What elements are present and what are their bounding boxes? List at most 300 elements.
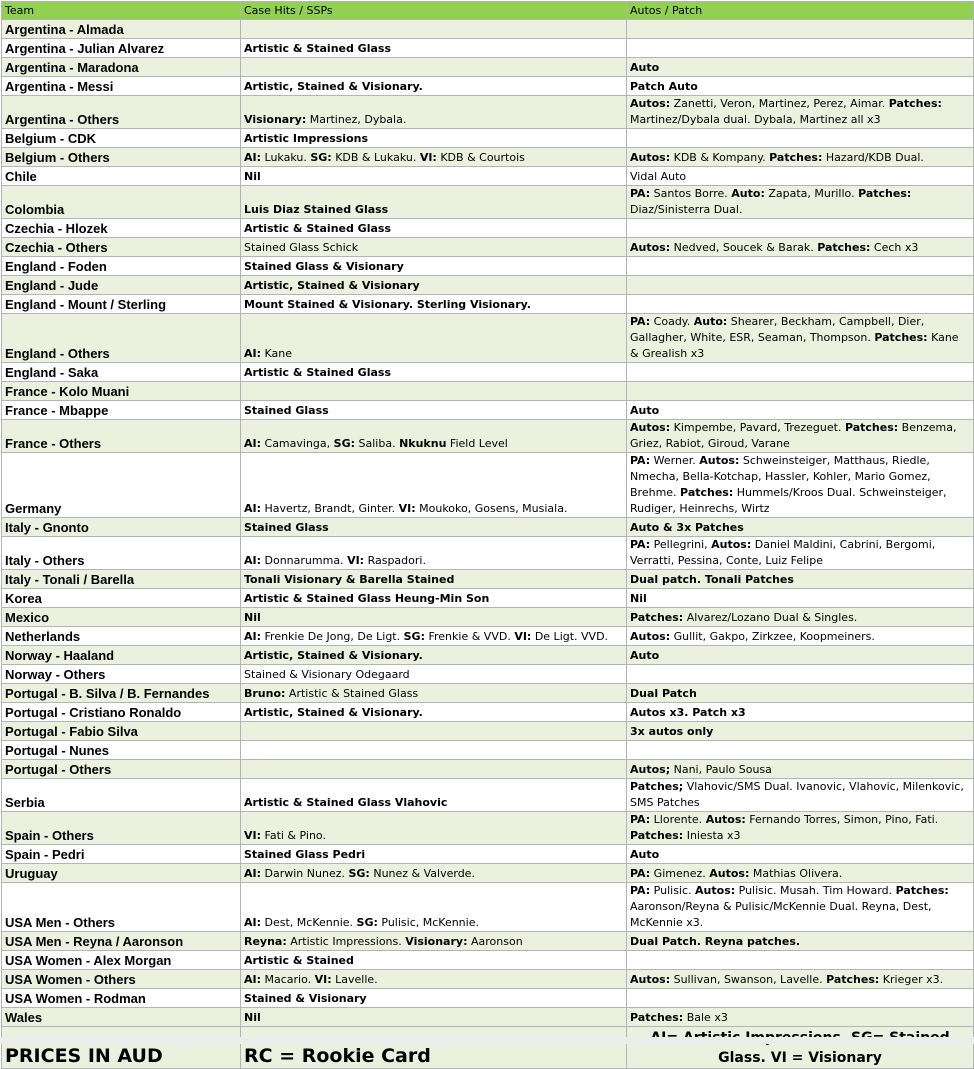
autos-patch-cell[interactable] (627, 741, 974, 760)
autos-patch-cell[interactable] (627, 760, 974, 779)
autos-patch-cell[interactable] (627, 589, 974, 608)
autos-patch-cell[interactable] (627, 779, 974, 812)
case-hits-cell[interactable] (241, 453, 627, 518)
autos-patch-cell[interactable] (627, 703, 974, 722)
autos-patch-cell[interactable] (627, 96, 974, 129)
autos-patch-cell[interactable] (627, 219, 974, 238)
cell-label: Autos: (699, 454, 740, 467)
team-cell[interactable]: France - Others (2, 420, 241, 453)
team-cell[interactable]: Portugal - B. Silva / B. Fernandes (2, 684, 241, 703)
cell-label: Nkuknu (399, 437, 447, 450)
team-cell[interactable]: Argentina - Others (2, 96, 241, 129)
spreadsheet-table (1, 1, 974, 1069)
team-cell[interactable]: Serbia (2, 779, 241, 812)
case-hits-cell[interactable] (241, 20, 627, 39)
case-hits-cell[interactable] (241, 314, 627, 363)
autos-patch-cell[interactable] (627, 39, 974, 58)
table-row (2, 864, 974, 883)
cell-label: AI: (244, 437, 262, 450)
team-cell[interactable]: USA Women - Alex Morgan (2, 951, 241, 970)
cell-label: PA: (630, 538, 651, 551)
cell-label: 3x autos only (630, 725, 714, 738)
header-case-hits[interactable]: Case Hits / SSPs (241, 2, 627, 20)
table-row (2, 684, 974, 703)
team-cell[interactable]: Czechia - Hlozek (2, 219, 241, 238)
table-row (2, 20, 974, 39)
case-hits-cell[interactable] (241, 186, 627, 219)
table-row (2, 779, 974, 812)
team-cell[interactable]: England - Saka (2, 363, 241, 382)
cell-text: Raspadori. (364, 554, 426, 567)
table-row (2, 537, 974, 570)
team-cell[interactable]: Argentina - Messi (2, 77, 241, 96)
team-cell[interactable]: England - Others (2, 314, 241, 363)
team-cell[interactable]: France - Kolo Muani (2, 382, 241, 401)
cell-label: PA: (630, 187, 651, 200)
case-hits-cell[interactable] (241, 665, 627, 684)
footer-row (2, 1027, 974, 1069)
cell-text: Artistic Impressions. (286, 935, 406, 948)
autos-patch-cell[interactable] (627, 167, 974, 186)
case-hits-cell[interactable] (241, 970, 627, 989)
autos-patch-cell[interactable] (627, 970, 974, 989)
cell-text: Vlahovic/SMS Dual. Ivanovic, Vlahovic, Milenkovic, SMS Patches (630, 780, 964, 809)
team-cell[interactable]: Portugal - Fabio Silva (2, 722, 241, 741)
case-hits-cell[interactable] (241, 167, 627, 186)
cell-text: Pulisic, McKennie. (377, 916, 479, 929)
autos-patch-cell[interactable] (627, 864, 974, 883)
cell-text: Lukaku. (261, 151, 311, 164)
case-hits-cell[interactable] (241, 864, 627, 883)
case-hits-cell[interactable] (241, 608, 627, 627)
cell-text: KDB & Courtois (436, 151, 525, 164)
team-cell[interactable]: Chile (2, 167, 241, 186)
autos-patch-cell[interactable] (627, 570, 974, 589)
cell-label: PA: (630, 315, 651, 328)
table-row (2, 382, 974, 401)
cell-label: PA: (630, 454, 651, 467)
team-cell[interactable]: France - Mbappe (2, 401, 241, 420)
cell-text: Moukoko, Gosens, Musiala. (415, 502, 568, 515)
table-row (2, 989, 974, 1008)
case-hits-cell[interactable] (241, 570, 627, 589)
cell-text: Saliba. (355, 437, 400, 450)
cell-label: Mount Stained & Visionary. Sterling Visionary. (244, 298, 531, 311)
cell-label: Patches: (630, 611, 684, 624)
case-hits-cell[interactable] (241, 760, 627, 779)
cell-label: Patches; (630, 780, 684, 793)
team-cell[interactable]: England - Mount / Sterling (2, 295, 241, 314)
cell-label: Auto (630, 404, 660, 417)
case-hits-cell[interactable] (241, 722, 627, 741)
team-cell[interactable]: Germany (2, 453, 241, 518)
case-hits-cell[interactable] (241, 276, 627, 295)
autos-patch-cell[interactable] (627, 186, 974, 219)
cell-text: Fernando Torres, Simon, Pino, Fati. (745, 813, 939, 826)
table-row (2, 722, 974, 741)
cell-text: Bale x3 (683, 1011, 728, 1024)
cell-text: Kane & Grealish x3 (630, 331, 959, 360)
autos-patch-cell[interactable] (627, 932, 974, 951)
case-hits-cell[interactable] (241, 989, 627, 1008)
cell-text: Pulisic. (650, 884, 696, 897)
team-cell[interactable]: Italy - Gnonto (2, 518, 241, 537)
footer-legend[interactable]: Glass. VI = Visionary (627, 1027, 974, 1069)
table-row (2, 760, 974, 779)
team-cell[interactable]: USA Women - Rodman (2, 989, 241, 1008)
table-row (2, 970, 974, 989)
case-hits-cell[interactable] (241, 58, 627, 77)
cell-label: SG: (403, 630, 425, 643)
cell-label: Dual patch. Tonali Patches (630, 573, 794, 586)
table-row (2, 148, 974, 167)
cell-text: Krieger x3. (879, 973, 944, 986)
team-cell[interactable]: Spain - Pedri (2, 845, 241, 864)
autos-patch-cell[interactable] (627, 537, 974, 570)
team-cell[interactable]: Italy - Others (2, 537, 241, 570)
cell-text: Diaz/Sinisterra Dual. (630, 203, 743, 216)
cell-text: Hazard/KDB Dual. (822, 151, 924, 164)
cell-text: Santos Borre. (650, 187, 732, 200)
table-row (2, 39, 974, 58)
table-row (2, 238, 974, 257)
autos-patch-cell[interactable] (627, 20, 974, 39)
table-row (2, 646, 974, 665)
cell-label: Patches: (874, 331, 928, 344)
cell-label: Patches: (858, 187, 912, 200)
case-hits-cell[interactable] (241, 295, 627, 314)
table-row (2, 518, 974, 537)
table-row (2, 257, 974, 276)
cell-label: Bruno: (244, 687, 286, 700)
team-cell[interactable]: Mexico (2, 608, 241, 627)
case-hits-cell[interactable] (241, 646, 627, 665)
autos-patch-cell[interactable] (627, 129, 974, 148)
autos-patch-cell[interactable] (627, 295, 974, 314)
cell-label: Artistic & Stained Glass (244, 366, 392, 379)
cell-label: Autos: (709, 867, 750, 880)
autos-patch-cell[interactable] (627, 646, 974, 665)
case-hits-cell[interactable] (241, 77, 627, 96)
autos-patch-cell[interactable] (627, 627, 974, 646)
autos-patch-cell[interactable] (627, 420, 974, 453)
table-row (2, 314, 974, 363)
cell-text: Stained & Visionary Odegaard (244, 668, 410, 681)
cell-label: Auto (630, 649, 660, 662)
autos-patch-cell[interactable] (627, 883, 974, 932)
team-cell[interactable]: USA Women - Others (2, 970, 241, 989)
case-hits-cell[interactable] (241, 779, 627, 812)
cell-label: VI: (314, 973, 332, 986)
cell-text: Darwin Nunez. (261, 867, 349, 880)
cell-text: KDB & Lukaku. (331, 151, 420, 164)
cell-label: AI: (244, 867, 262, 880)
team-cell[interactable]: Colombia (2, 186, 241, 219)
header-team[interactable]: Team (2, 2, 241, 20)
team-cell[interactable]: Belgium - CDK (2, 129, 241, 148)
autos-patch-cell[interactable] (627, 257, 974, 276)
header-autos[interactable]: Autos / Patch (627, 2, 974, 20)
cell-label: Reyna: (244, 935, 287, 948)
cell-label: Autos x3. Patch x3 (630, 706, 746, 719)
cell-text: Aaronson/Reyna & Pulisic/McKennie Dual. Reyna, Dest, McKennie x3. (630, 900, 932, 929)
autos-patch-cell[interactable] (627, 238, 974, 257)
team-cell[interactable]: USA Men - Reyna / Aaronson (2, 932, 241, 951)
autos-patch-cell[interactable] (627, 148, 974, 167)
team-cell[interactable]: Korea (2, 589, 241, 608)
table-row (2, 589, 974, 608)
case-hits-cell[interactable] (241, 363, 627, 382)
cell-text: Schweinsteiger, Matthaus, Riedle, Nmecha, Bella-Kotchap, Hassler, Kohler, Mario Gomez, Brehme. (630, 454, 931, 499)
case-hits-cell[interactable] (241, 401, 627, 420)
case-hits-cell[interactable] (241, 238, 627, 257)
team-cell[interactable]: England - Jude (2, 276, 241, 295)
header-row (2, 2, 974, 20)
cell-text: Nani, Paulo Sousa (670, 763, 772, 776)
cell-label: Nil (244, 611, 261, 624)
cell-text: De Ligt. VVD. (531, 630, 609, 643)
autos-patch-cell[interactable] (627, 276, 974, 295)
team-cell[interactable]: Portugal - Nunes (2, 741, 241, 760)
case-hits-cell[interactable] (241, 883, 627, 932)
cell-label: Stained & Visionary (244, 992, 367, 1005)
table-row (2, 420, 974, 453)
cell-text: Macario. (261, 973, 315, 986)
cell-text: Llorente. (650, 813, 706, 826)
cell-label: Artistic & Stained (244, 954, 354, 967)
table-row (2, 608, 974, 627)
cell-label: Autos: (630, 630, 671, 643)
cell-text: Aaronson (467, 935, 523, 948)
cell-label: Artistic & Stained Glass (244, 42, 392, 55)
team-cell[interactable]: Norway - Others (2, 665, 241, 684)
table-row (2, 812, 974, 845)
team-cell[interactable]: Portugal - Others (2, 760, 241, 779)
cell-label: SG: (333, 437, 356, 450)
team-cell[interactable]: Argentina - Almada (2, 20, 241, 39)
team-cell[interactable]: England - Foden (2, 257, 241, 276)
team-cell[interactable]: Argentina - Maradona (2, 58, 241, 77)
case-hits-cell[interactable] (241, 219, 627, 238)
autos-patch-cell[interactable] (627, 845, 974, 864)
autos-patch-cell[interactable] (627, 314, 974, 363)
team-cell[interactable]: Spain - Others (2, 812, 241, 845)
case-hits-cell[interactable] (241, 684, 627, 703)
table-row (2, 951, 974, 970)
team-cell[interactable]: Netherlands (2, 627, 241, 646)
cell-label: Autos: (705, 813, 746, 826)
cell-text: Camavinga, (261, 437, 334, 450)
team-cell[interactable]: Norway - Haaland (2, 646, 241, 665)
cell-text: Martinez, Dybala. (306, 113, 407, 126)
cell-label: Artistic, Stained & Visionary. (244, 649, 423, 662)
table-row (2, 295, 974, 314)
cell-label: Nil (630, 592, 647, 605)
footer-rookie-card[interactable]: RC = Rookie Card (241, 1027, 627, 1069)
cell-label: Auto & 3x Patches (630, 521, 744, 534)
cell-label: SG: (348, 867, 370, 880)
cell-text: Benzema, Griez, Rabiot, Giroud, Varane (630, 421, 957, 450)
autos-patch-cell[interactable] (627, 77, 974, 96)
case-hits-cell[interactable] (241, 39, 627, 58)
case-hits-cell[interactable] (241, 951, 627, 970)
autos-patch-cell[interactable] (627, 1008, 974, 1027)
cell-text: Fati & Pino. (261, 829, 326, 842)
case-hits-cell[interactable] (241, 420, 627, 453)
cell-text: Cech x3 (870, 241, 919, 254)
cell-text: Nunez & Valverde. (369, 867, 475, 880)
case-hits-cell[interactable] (241, 518, 627, 537)
cell-label: Patches: (817, 241, 871, 254)
bottom-strip (0, 1037, 974, 1044)
cell-text: Pulisic. Musah. Tim Howard. (735, 884, 896, 897)
cell-label: Visionary: (244, 113, 307, 126)
cell-text: Gullit, Gakpo, Zirkzee, Koopmeiners. (670, 630, 875, 643)
cell-text: Nedved, Soucek & Barak. (670, 241, 818, 254)
case-hits-cell[interactable] (241, 812, 627, 845)
cell-label: Artistic & Stained Glass Vlahovic (244, 796, 448, 809)
table-row (2, 363, 974, 382)
cell-label: Autos: (695, 884, 736, 897)
spreadsheet-body (2, 2, 974, 1069)
cell-text: Coady. (650, 315, 694, 328)
cell-text: Daniel Maldini, Cabrini, Bergomi, Verratti, Pessina, Conte, Luiz Felipe (630, 538, 936, 567)
cell-text: Gimenez. (650, 867, 710, 880)
cell-label: Auto (630, 61, 660, 74)
table-row (2, 129, 974, 148)
cell-label: AI: (244, 916, 262, 929)
cell-label: VI: (398, 502, 416, 515)
cell-text: Shearer, Beckham, Campbell, Dier, Gallagher, White, ESR, Seaman, Thompson. (630, 315, 925, 344)
cell-text: Stained Glass Schick (244, 241, 359, 254)
cell-label: Patches: (769, 151, 823, 164)
cell-label: VI: (347, 554, 365, 567)
cell-text: Zanetti, Veron, Martinez, Perez, Aimar. (670, 97, 889, 110)
autos-patch-cell[interactable] (627, 989, 974, 1008)
team-cell[interactable]: Argentina - Julian Alvarez (2, 39, 241, 58)
cell-label: AI: (244, 630, 262, 643)
autos-patch-cell[interactable] (627, 722, 974, 741)
cell-label: Autos: (630, 973, 671, 986)
cell-label: Auto (630, 848, 660, 861)
autos-patch-cell[interactable] (627, 453, 974, 518)
case-hits-cell[interactable] (241, 257, 627, 276)
cell-label: Autos: (630, 241, 671, 254)
cell-label: Nil (244, 1011, 261, 1024)
team-cell[interactable]: Uruguay (2, 864, 241, 883)
table-row (2, 932, 974, 951)
table-row (2, 665, 974, 684)
table-row (2, 845, 974, 864)
case-hits-cell[interactable] (241, 537, 627, 570)
table-row (2, 883, 974, 932)
case-hits-cell[interactable] (241, 382, 627, 401)
cell-label: Autos: (630, 97, 671, 110)
case-hits-cell[interactable] (241, 703, 627, 722)
cell-label: Patches: (630, 1011, 684, 1024)
cell-label: Autos; (630, 763, 671, 776)
table-row (2, 167, 974, 186)
cell-text: Martinez/Dybala dual. Dybala, Martinez all x3 (630, 113, 881, 126)
cell-label: VI: (514, 630, 532, 643)
case-hits-cell[interactable] (241, 96, 627, 129)
case-hits-cell[interactable] (241, 627, 627, 646)
cell-label: Stained Glass (244, 521, 329, 534)
cell-label: Auto: (693, 315, 728, 328)
case-hits-cell[interactable] (241, 741, 627, 760)
team-cell[interactable]: Belgium - Others (2, 148, 241, 167)
cell-label: Artistic, Stained & Visionary. (244, 706, 423, 719)
cell-text: Alvarez/Lozano Dual & Singles. (683, 611, 858, 624)
autos-patch-cell[interactable] (627, 518, 974, 537)
cell-label: AI: (244, 347, 262, 360)
cell-label: Dual Patch. Reyna patches. (630, 935, 801, 948)
cell-label: Patches: (895, 884, 949, 897)
table-row (2, 401, 974, 420)
cell-label: Artistic & Stained Glass Heung-Min Son (244, 592, 490, 605)
case-hits-cell[interactable] (241, 845, 627, 864)
autos-patch-cell[interactable] (627, 608, 974, 627)
cell-text: Werner. (650, 454, 700, 467)
cell-label: Autos: (630, 421, 671, 434)
footer-prices[interactable]: PRICES IN AUD (2, 1027, 241, 1069)
table-row (2, 77, 974, 96)
team-cell[interactable]: Italy - Tonali / Barella (2, 570, 241, 589)
team-cell[interactable]: USA Men - Others (2, 883, 241, 932)
team-cell[interactable]: Portugal - Cristiano Ronaldo (2, 703, 241, 722)
cell-label: Autos: (711, 538, 752, 551)
cell-label: Visionary: (405, 935, 468, 948)
cell-label: PA: (630, 813, 651, 826)
team-cell[interactable]: Wales (2, 1008, 241, 1027)
cell-label: Patches: (888, 97, 942, 110)
case-hits-cell[interactable] (241, 932, 627, 951)
autos-patch-cell[interactable] (627, 401, 974, 420)
cell-label: Patch Auto (630, 80, 698, 93)
cell-label: SG: (356, 916, 378, 929)
table-row (2, 219, 974, 238)
autos-patch-cell[interactable] (627, 951, 974, 970)
table-row (2, 58, 974, 77)
autos-patch-cell[interactable] (627, 684, 974, 703)
cell-text: Field Level (446, 437, 508, 450)
cell-text: Lavelle. (331, 973, 378, 986)
cell-text: Donnarumma. (261, 554, 348, 567)
cell-label: VI: (244, 829, 262, 842)
case-hits-cell[interactable] (241, 129, 627, 148)
team-cell[interactable]: Czechia - Others (2, 238, 241, 257)
cell-label: AI: (244, 502, 262, 515)
autos-patch-cell[interactable] (627, 665, 974, 684)
table-row (2, 186, 974, 219)
autos-patch-cell[interactable] (627, 812, 974, 845)
cell-label: Dual Patch (630, 687, 697, 700)
cell-label: Artistic & Stained Glass (244, 222, 392, 235)
case-hits-cell[interactable] (241, 148, 627, 167)
autos-patch-cell[interactable] (627, 58, 974, 77)
cell-text: Hummels/Kroos Dual. Schweinsteiger, Rudiger, Heinrechs, Wirtz (630, 486, 947, 515)
autos-patch-cell[interactable] (627, 382, 974, 401)
cell-text: Mathias Olivera. (749, 867, 843, 880)
cell-text: Iniesta x3 (683, 829, 741, 842)
table-row (2, 276, 974, 295)
cell-label: AI: (244, 151, 262, 164)
table-row (2, 96, 974, 129)
case-hits-cell[interactable] (241, 589, 627, 608)
autos-patch-cell[interactable] (627, 363, 974, 382)
cell-text: Zapata, Murillo. (764, 187, 859, 200)
case-hits-cell[interactable] (241, 1008, 627, 1027)
